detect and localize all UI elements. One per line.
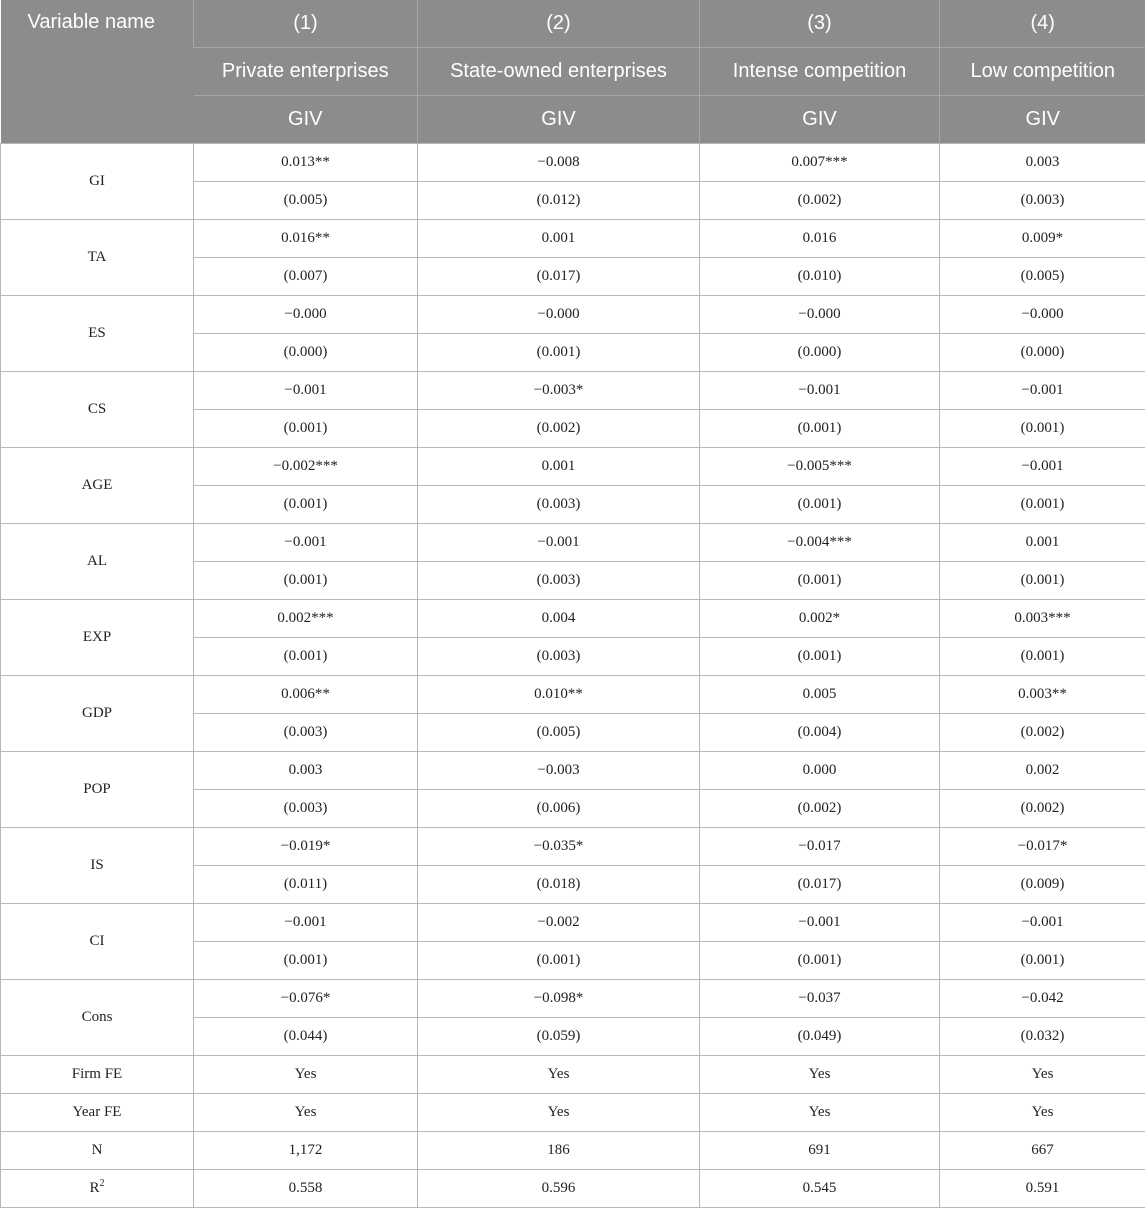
coefficient-cell: −0.001 <box>940 372 1145 410</box>
standard-error-cell: (0.007) <box>194 258 418 296</box>
variable-label-age: AGE <box>1 448 194 524</box>
value-cell: Yes <box>700 1056 940 1094</box>
coefficient-cell: −0.000 <box>700 296 940 334</box>
value-cell: 691 <box>700 1132 940 1170</box>
standard-error-cell: (0.001) <box>940 562 1145 600</box>
standard-error-cell: (0.011) <box>194 866 418 904</box>
coefficient-cell: −0.042 <box>940 980 1145 1018</box>
coefficient-cell: −0.001 <box>194 372 418 410</box>
table-row <box>1 372 1145 410</box>
table-row <box>1 296 1145 334</box>
table-row <box>1 524 1145 562</box>
standard-error-cell: (0.017) <box>418 258 700 296</box>
table-row <box>1 904 1145 942</box>
standard-error-cell: (0.001) <box>700 410 940 448</box>
value-cell: Yes <box>940 1094 1145 1132</box>
coefficient-cell: 0.016** <box>194 220 418 258</box>
coefficient-cell: 0.005 <box>700 676 940 714</box>
coefficient-cell: 0.003 <box>194 752 418 790</box>
value-cell: 186 <box>418 1132 700 1170</box>
value-cell: 667 <box>940 1132 1145 1170</box>
column-group-4: Low competition <box>940 48 1145 96</box>
standard-error-cell: (0.001) <box>700 942 940 980</box>
value-cell: 0.591 <box>940 1170 1145 1208</box>
standard-error-cell: (0.004) <box>700 714 940 752</box>
variable-label-cs: CS <box>1 372 194 448</box>
standard-error-cell: (0.001) <box>418 942 700 980</box>
coefficient-cell: 0.001 <box>418 220 700 258</box>
coefficient-cell: −0.001 <box>418 524 700 562</box>
row-label-year-fe: Year FE <box>1 1094 194 1132</box>
variable-label-ta: TA <box>1 220 194 296</box>
coefficient-cell: 0.002* <box>700 600 940 638</box>
coefficient-cell: 0.002 <box>940 752 1145 790</box>
table-row <box>1 1170 1145 1208</box>
standard-error-cell: (0.001) <box>940 410 1145 448</box>
column-group-3: Intense competition <box>700 48 940 96</box>
coefficient-cell: −0.017* <box>940 828 1145 866</box>
standard-error-cell: (0.001) <box>194 562 418 600</box>
column-group-2: State-owned enterprises <box>418 48 700 96</box>
r-squared-superscript: 2 <box>99 1178 105 1189</box>
column-dependent-3: GIV <box>700 96 940 144</box>
value-cell: 0.545 <box>700 1170 940 1208</box>
variable-label-gdp: GDP <box>1 676 194 752</box>
coefficient-cell: −0.000 <box>940 296 1145 334</box>
standard-error-cell: (0.000) <box>700 334 940 372</box>
standard-error-cell: (0.001) <box>418 334 700 372</box>
standard-error-cell: (0.001) <box>194 410 418 448</box>
coefficient-cell: −0.001 <box>194 524 418 562</box>
standard-error-cell: (0.003) <box>940 182 1145 220</box>
coefficient-cell: 0.003** <box>940 676 1145 714</box>
coefficient-cell: −0.035* <box>418 828 700 866</box>
standard-error-cell: (0.003) <box>418 638 700 676</box>
standard-error-cell: (0.003) <box>194 790 418 828</box>
table-row <box>1 1056 1145 1094</box>
variable-name-header: Variable name <box>1 0 194 144</box>
value-cell: Yes <box>940 1056 1145 1094</box>
standard-error-cell: (0.017) <box>700 866 940 904</box>
coefficient-cell: −0.004*** <box>700 524 940 562</box>
value-cell: Yes <box>194 1094 418 1132</box>
standard-error-cell: (0.002) <box>940 790 1145 828</box>
standard-error-cell: (0.000) <box>194 334 418 372</box>
coefficient-cell: −0.003* <box>418 372 700 410</box>
standard-error-cell: (0.018) <box>418 866 700 904</box>
variable-label-al: AL <box>1 524 194 600</box>
variable-label-pop: POP <box>1 752 194 828</box>
standard-error-cell: (0.001) <box>194 486 418 524</box>
coefficient-cell: 0.002*** <box>194 600 418 638</box>
value-cell: 0.558 <box>194 1170 418 1208</box>
column-dependent-1: GIV <box>194 96 418 144</box>
standard-error-cell: (0.001) <box>700 562 940 600</box>
value-cell: Yes <box>418 1094 700 1132</box>
standard-error-cell: (0.002) <box>940 714 1145 752</box>
standard-error-cell: (0.002) <box>418 410 700 448</box>
standard-error-cell: (0.001) <box>940 942 1145 980</box>
table-header <box>1 0 1145 144</box>
standard-error-cell: (0.001) <box>940 638 1145 676</box>
coefficient-cell: 0.013** <box>194 144 418 182</box>
table-row <box>1 1094 1145 1132</box>
table-row <box>1 828 1145 866</box>
column-number-3: (3) <box>700 0 940 48</box>
coefficient-cell: −0.001 <box>940 904 1145 942</box>
coefficient-cell: 0.001 <box>940 524 1145 562</box>
standard-error-cell: (0.005) <box>940 258 1145 296</box>
value-cell: Yes <box>194 1056 418 1094</box>
coefficient-cell: −0.019* <box>194 828 418 866</box>
standard-error-cell: (0.002) <box>700 790 940 828</box>
standard-error-cell: (0.012) <box>418 182 700 220</box>
value-cell: Yes <box>418 1056 700 1094</box>
table-row <box>1 600 1145 638</box>
coefficient-cell: 0.000 <box>700 752 940 790</box>
column-dependent-2: GIV <box>418 96 700 144</box>
coefficient-cell: −0.008 <box>418 144 700 182</box>
coefficient-cell: −0.001 <box>940 448 1145 486</box>
variable-label-cons: Cons <box>1 980 194 1056</box>
table-row <box>1 676 1145 714</box>
r-squared-base: R <box>89 1180 100 1196</box>
standard-error-cell: (0.005) <box>418 714 700 752</box>
coefficient-cell: −0.001 <box>700 372 940 410</box>
coefficient-cell: −0.005*** <box>700 448 940 486</box>
standard-error-cell: (0.059) <box>418 1018 700 1056</box>
coefficient-cell: −0.001 <box>700 904 940 942</box>
variable-label-gi: GI <box>1 144 194 220</box>
coefficient-cell: −0.076* <box>194 980 418 1018</box>
variable-label-es: ES <box>1 296 194 372</box>
coefficient-cell: −0.001 <box>194 904 418 942</box>
coefficient-cell: 0.003 <box>940 144 1145 182</box>
value-cell: 0.596 <box>418 1170 700 1208</box>
coefficient-cell: −0.098* <box>418 980 700 1018</box>
column-dependent-4: GIV <box>940 96 1145 144</box>
table-row <box>1 144 1145 182</box>
value-cell: 1,172 <box>194 1132 418 1170</box>
table-body <box>1 144 1145 1208</box>
standard-error-cell: (0.010) <box>700 258 940 296</box>
coefficient-cell: −0.003 <box>418 752 700 790</box>
standard-error-cell: (0.032) <box>940 1018 1145 1056</box>
standard-error-cell: (0.005) <box>194 182 418 220</box>
row-label-firm-fe: Firm FE <box>1 1056 194 1094</box>
variable-label-exp: EXP <box>1 600 194 676</box>
standard-error-cell: (0.001) <box>194 942 418 980</box>
standard-error-cell: (0.001) <box>940 486 1145 524</box>
coefficient-cell: −0.000 <box>418 296 700 334</box>
table-row <box>1 1132 1145 1170</box>
standard-error-cell: (0.009) <box>940 866 1145 904</box>
coefficient-cell: 0.006** <box>194 676 418 714</box>
variable-label-ci: CI <box>1 904 194 980</box>
standard-error-cell: (0.003) <box>418 486 700 524</box>
standard-error-cell: (0.000) <box>940 334 1145 372</box>
coefficient-cell: 0.016 <box>700 220 940 258</box>
variable-label-is: IS <box>1 828 194 904</box>
table-row <box>1 980 1145 1018</box>
standard-error-cell: (0.003) <box>194 714 418 752</box>
coefficient-cell: −0.002 <box>418 904 700 942</box>
coefficient-cell: −0.002*** <box>194 448 418 486</box>
standard-error-cell: (0.006) <box>418 790 700 828</box>
standard-error-cell: (0.001) <box>700 486 940 524</box>
coefficient-cell: −0.000 <box>194 296 418 334</box>
table-row <box>1 448 1145 486</box>
table-row <box>1 220 1145 258</box>
standard-error-cell: (0.003) <box>418 562 700 600</box>
coefficient-cell: 0.004 <box>418 600 700 638</box>
row-label-r-squared <box>1 1170 194 1208</box>
coefficient-cell: −0.017 <box>700 828 940 866</box>
row-label-n: N <box>1 1132 194 1170</box>
column-group-1: Private enterprises <box>194 48 418 96</box>
table-row <box>1 752 1145 790</box>
standard-error-cell: (0.001) <box>700 638 940 676</box>
standard-error-cell: (0.049) <box>700 1018 940 1056</box>
column-number-2: (2) <box>418 0 700 48</box>
coefficient-cell: 0.007*** <box>700 144 940 182</box>
coefficient-cell: 0.001 <box>418 448 700 486</box>
standard-error-cell: (0.001) <box>194 638 418 676</box>
standard-error-cell: (0.002) <box>700 182 940 220</box>
coefficient-cell: 0.010** <box>418 676 700 714</box>
header-row-numbers <box>1 0 1145 48</box>
coefficient-cell: 0.009* <box>940 220 1145 258</box>
value-cell: Yes <box>700 1094 940 1132</box>
standard-error-cell: (0.044) <box>194 1018 418 1056</box>
column-number-1: (1) <box>194 0 418 48</box>
coefficient-cell: 0.003*** <box>940 600 1145 638</box>
coefficient-cell: −0.037 <box>700 980 940 1018</box>
column-number-4: (4) <box>940 0 1145 48</box>
